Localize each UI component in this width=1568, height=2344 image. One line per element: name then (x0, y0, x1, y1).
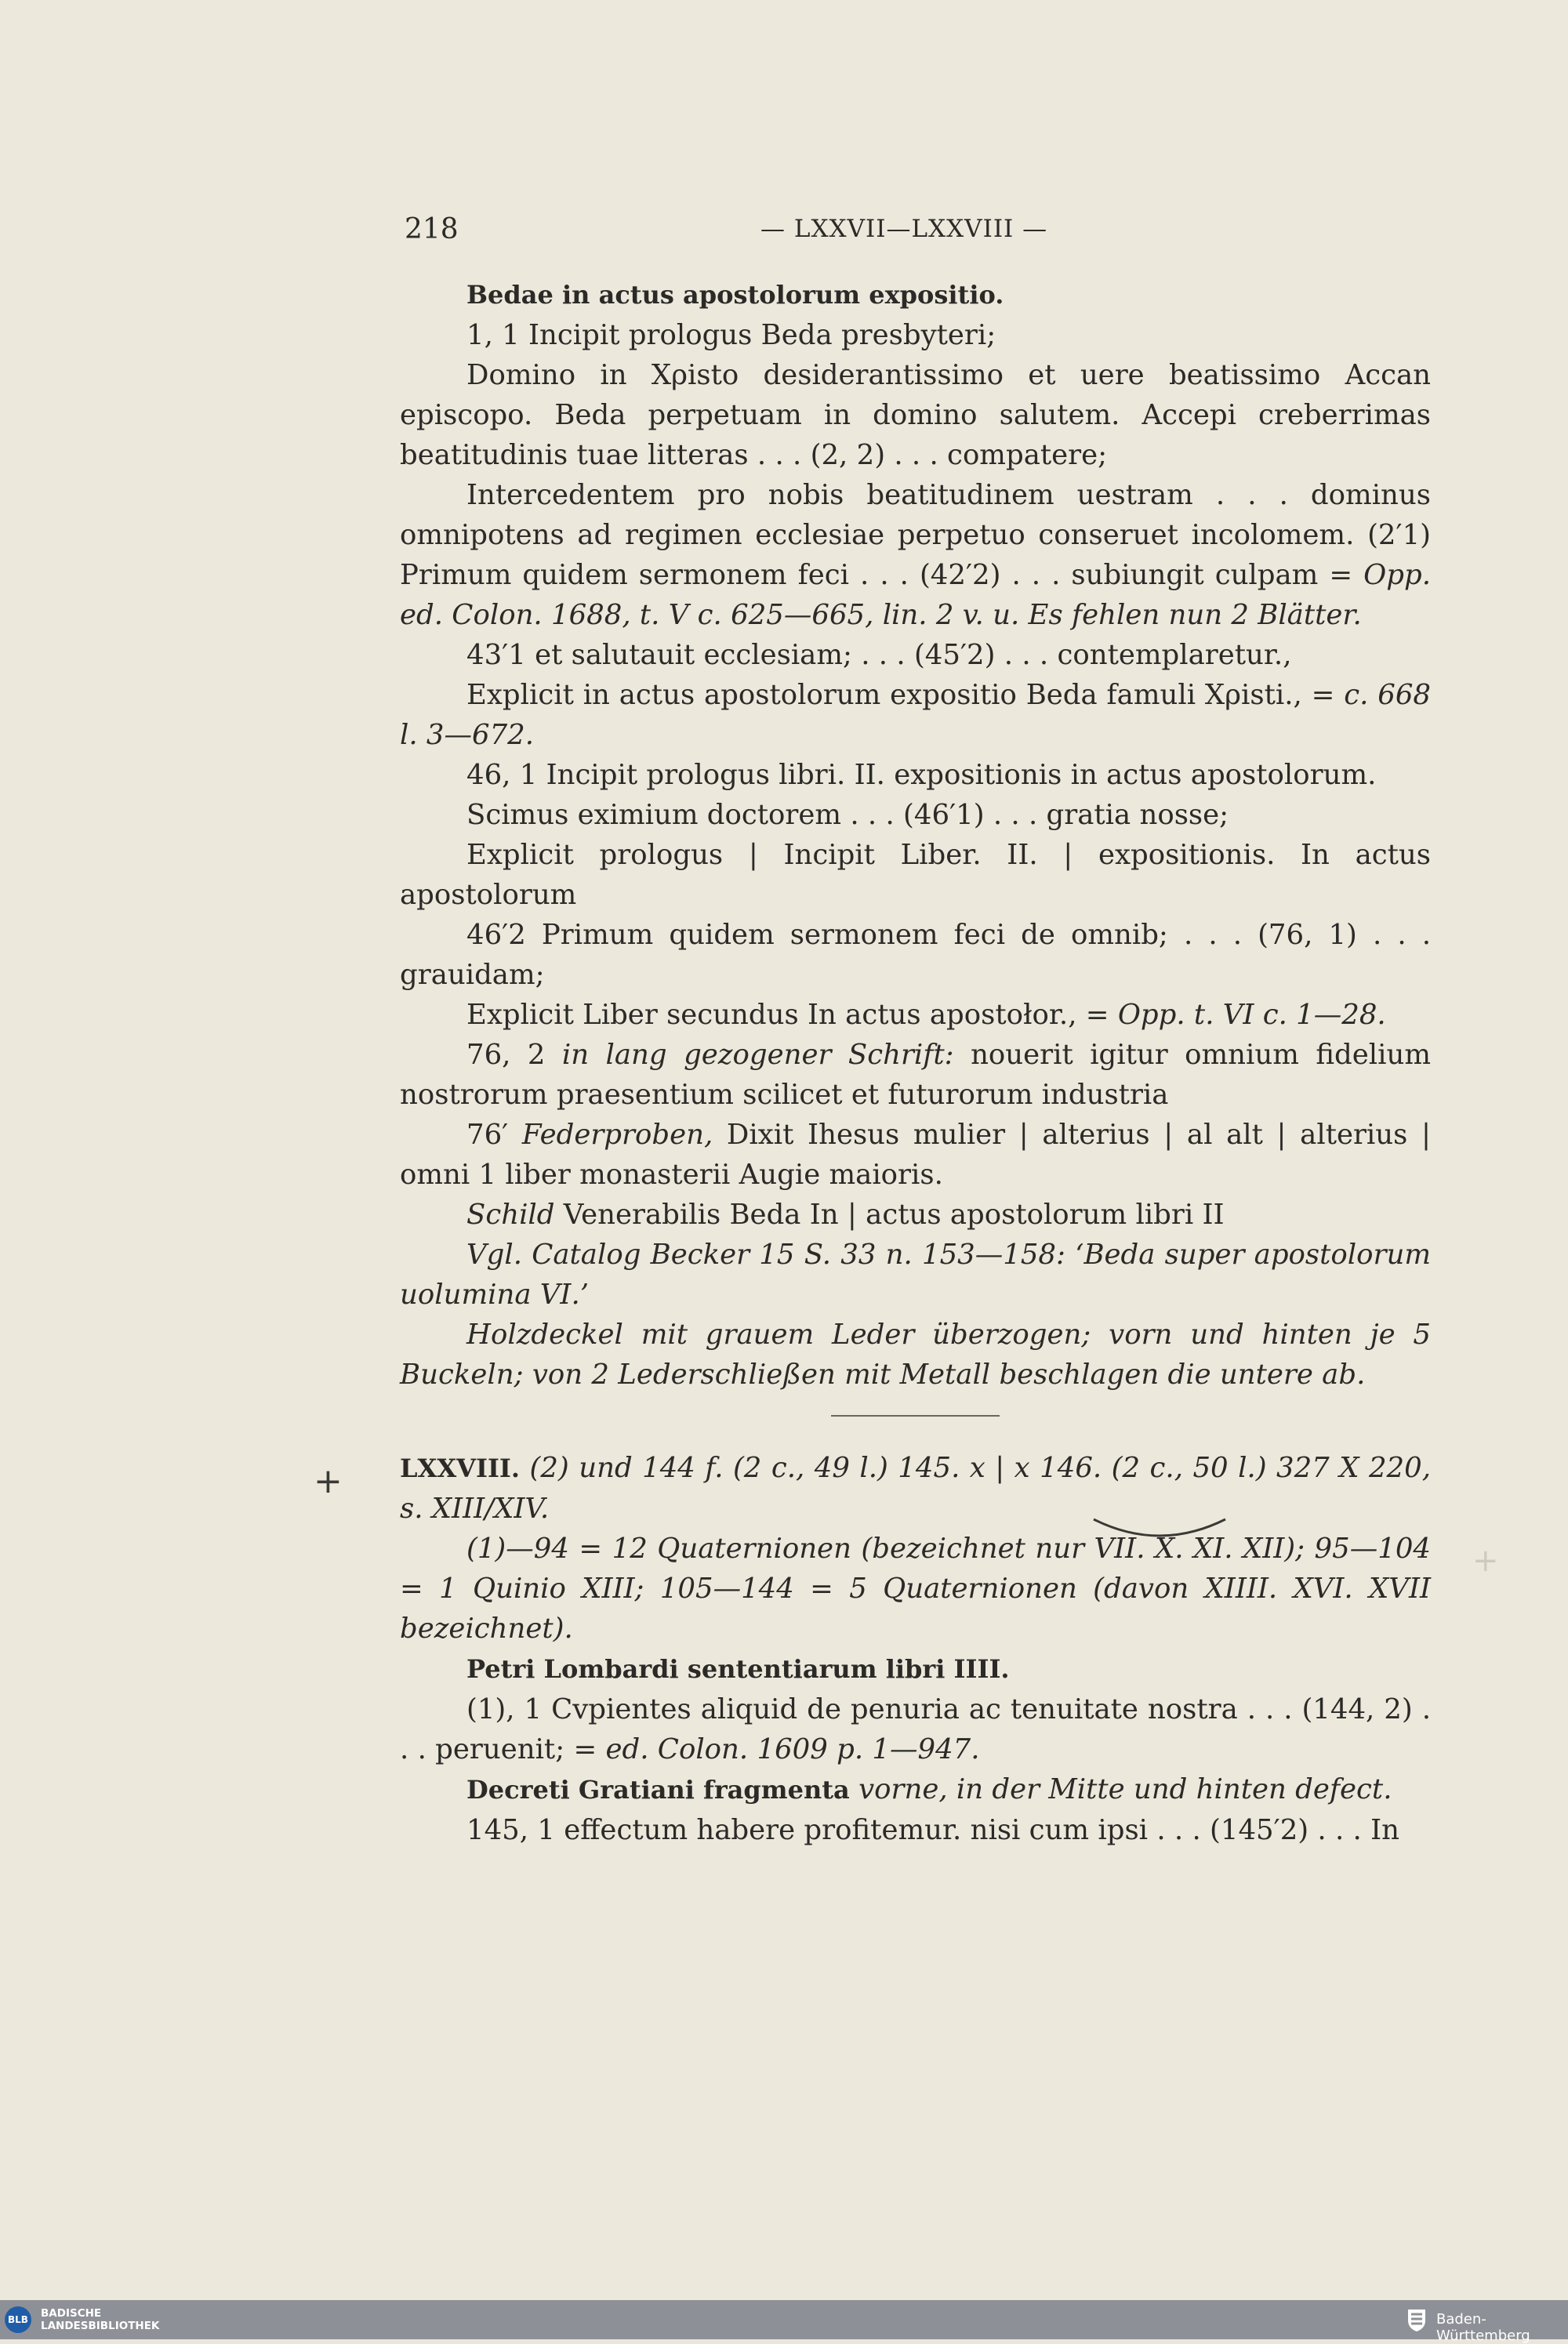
paragraph: 46′2 Primum quidem sermonem feci de omnib; . . . (76, 1) . . . grauidam; (400, 919, 1431, 991)
paragraph: Explicit Liber secundus In actus apostołor., = Opp. t. VI c. 1—28. (466, 999, 1386, 1031)
section-divider (831, 1415, 1000, 1417)
paragraph: Explicit in actus apostolorum expositio Beda famuli Xρisti., = c. 668 l. 3—672. (400, 679, 1431, 751)
running-title: — LXXVII—LXXVIII — (760, 215, 1048, 243)
paragraph: 76, 2 in lang gezogener Schrift: nouerit igitur omnium fidelium nostrorum praesentium scilicet et futurorum industria (400, 1039, 1431, 1111)
viewer-footer (0, 2300, 1568, 2344)
paragraph: 46, 1 Incipit prologus libri. II. expositionis in actus apostolorum. (466, 759, 1377, 791)
paragraph: Domino in Xρisto desiderantissimo et uere beatissimo Accan episcopo. Beda perpetuam in domino salutem. Accepi creberrimas beatitudinis tuae litteras . . . (2, 2) . . . compatere; (400, 359, 1431, 471)
paragraph: Scimus eximium doctorem . . . (46′1) . . . gratia nosse; (466, 799, 1229, 831)
state-label[interactable]: Baden-Württemberg (1436, 2311, 1530, 2344)
paragraph: (1), 1 Cvpientes aliquid de penuria ac tenuitate nostra . . . (144, 2) . . . peruenit; = ed. Colon. 1609 p. 1—947. (400, 1693, 1431, 1765)
paragraph: (1)—94 = 12 Quaternionen (bezeichnet nur VII. X. XI. XII); 95—104 = 1 Quinio XIII; 105—144 = 5 Quaternionen (davon XIIII. XVI. XVII bezeichnet). (400, 1533, 1431, 1645)
paragraph: Holzdeckel mit grauem Leder überzogen; vorn und hinten je 5 Buckeln; von 2 Lederschließen mit Metall beschlagen die untere ab. (400, 1319, 1431, 1391)
paragraph: Schild Venerabilis Beda In | actus apostolorum libri II (466, 1199, 1225, 1231)
coat-of-arms-icon (1403, 2306, 1430, 2333)
margin-cross-mark: + (314, 1461, 343, 1501)
page-number: 218 (405, 213, 459, 245)
paragraph: 43′1 et salutauit ecclesiam; . . . (45′2) . . . contemplaretur., (466, 639, 1292, 671)
section-heading: Petri Lombardi sententiarum libri IIII. (466, 1654, 1010, 1684)
paragraph: Explicit prologus | Incipit Liber. II. | expositionis. In actus apostolorum (400, 839, 1431, 911)
entry-heading: Bedae in actus apostolorum expositio. (466, 280, 1004, 310)
paragraph: Intercedentem pro nobis beatitudinem uestram . . . dominus omnipotens ad regimen ecclesiae perpetuo conseruet incolomem. (2′1) Primum quidem sermonem feci . . . (42′2) . . . subiungit culpam = Opp. ed. Colon. 1688, t. V c. 625—665, lin. 2 v. u. Es fehlen nun 2 Blätter. (400, 479, 1431, 631)
blb-logo[interactable]: BLB (5, 2306, 31, 2333)
entry-heading: LXXVIII. (2) und 144 f. (2 c., 49 l.) 145. x | x 146. (2 c., 50 l.) 327 X 220, s. XIII/XIV. (400, 1452, 1431, 1525)
bleed-through-cross-mark: + (1472, 1543, 1499, 1579)
section-heading: Decreti Gratiani fragmenta vorne, in der Mitte und hinten defect. (466, 1773, 1392, 1805)
main-text (400, 274, 1431, 1850)
text-line: 1, 1 Incipit prologus Beda presbyteri; (466, 319, 996, 351)
library-name[interactable]: BADISCHE LANDESBIBLIOTHEK (41, 2307, 160, 2332)
page-header (400, 205, 1427, 252)
paragraph: 145, 1 effectum habere profitemur. nisi cum ipsi . . . (145′2) . . . In (466, 1814, 1400, 1846)
paragraph: Vgl. Catalog Becker 15 S. 33 n. 153—158: ‘Beda super apostolorum uolumina VI.’ (400, 1239, 1431, 1311)
paragraph: 76′ Federproben, Dixit Ihesus mulier | alterius | al alt | alterius | omni 1 liber monasterii Augie maioris. (400, 1119, 1431, 1191)
